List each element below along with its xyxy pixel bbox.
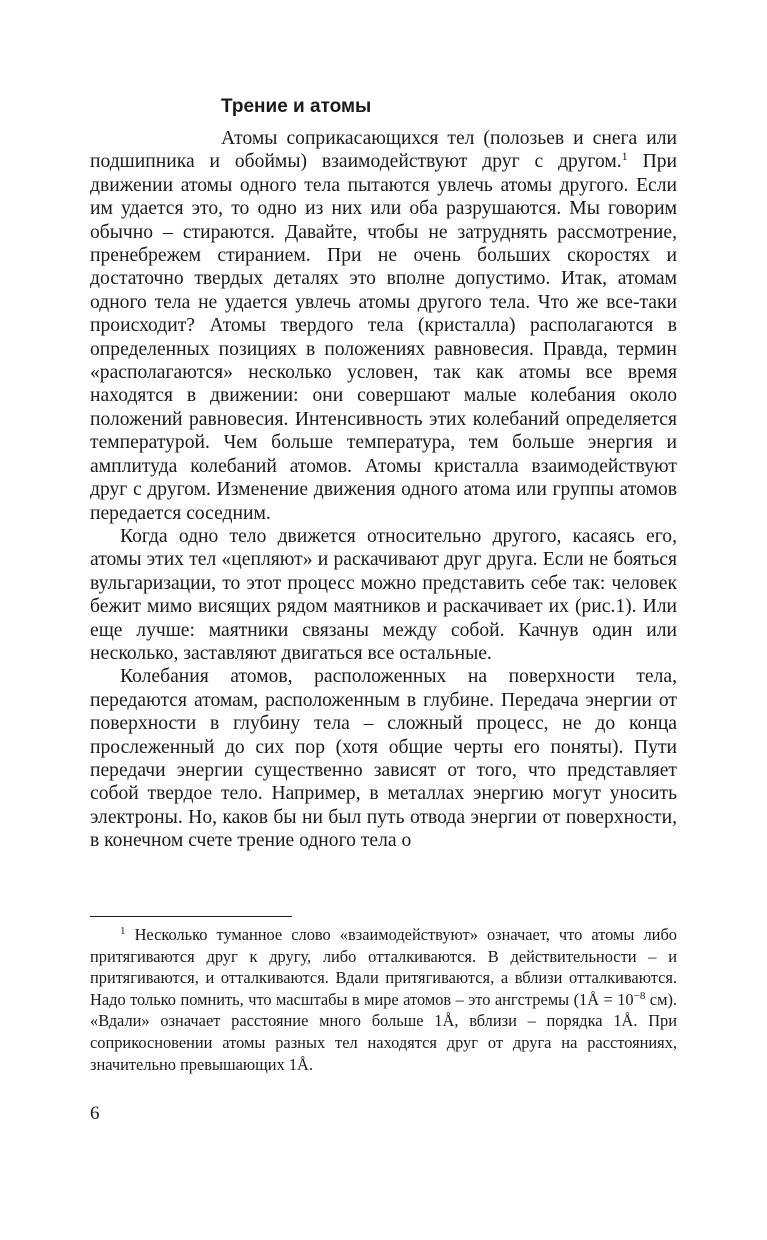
page-number: 6 <box>90 1103 100 1124</box>
footnote <box>90 924 677 1075</box>
footnote-text-part1: Несколько туманное слово «взаимодействуют» означает, что атомы либо притягиваются друг к другу, либо отталкиваются. В действительности – и притягиваются, и отталкиваются. Вдали притягиваются, а вблизи отталкиваются. Надо только помнить, что масштабы в мире атомов – это ангстремы ( <box>90 925 677 1009</box>
footnote-text-part2: ). «Вдали» означает расстояние много больше 1Å, вблизи – порядка 1Å. При соприкосновении атомы разных тел находятся друг от друга на расстояниях, значительно превышающих 1Å. <box>90 989 678 1074</box>
paragraph-1-text: Атомы соприкасающихся тел (полозьев и снега или подшипника и обоймы) взаимодействуют друг с другом. <box>90 128 677 173</box>
paragraph-1-continuation: При движении атомы одного тела пытаются увлечь атомы другого. Если им удается это, то одно из них или оба разрушаются. Мы говорим обычно – стираются. Давайте, чтобы не затруднять рассмотрение, пренебрежем стиранием. При не очень больших скоростях и достаточно твердых деталях это вполне допустимо. Итак, атомам одного тела не удается увлечь атомы другого тела. Что же все-таки происходит? Атомы твердого тела (кристалла) располагаются в определенных позициях в положениях равновесия. Правда, термин «располагаются» несколько условен, так как атомы все время находятся в движении: они совершают малые колебания около положений равновесия. Интенсивность этих колебаний определяется температурой. Чем больше температура, тем больше энергия и амплитуда колебаний атомов. Атомы кристалла взаимодействуют друг с другом. Изменение движения одного атома или группы атомов передается соседним. <box>90 151 677 524</box>
paragraph-1 <box>90 127 677 525</box>
footnote-mark: 1 <box>120 925 126 937</box>
page-body <box>90 96 677 853</box>
footnote-exponent: −8 <box>633 989 646 1002</box>
footnote-reference[interactable]: 1 <box>621 149 628 164</box>
section-heading: Трение и атомы <box>221 96 372 117</box>
footnote-divider <box>90 916 292 917</box>
footnote-formula: 1Å = 10 <box>579 989 634 1009</box>
paragraph-3: Колебания атомов, расположенных на поверхности тела, передаются атомам, расположенным в глубине. Передача энергии от поверхности в глубину тела – сложный процесс, не до конца прослеженный до сих пор (хотя общие черты его поняты). Пути передачи энергии существенно зависят от того, что представляет собой твердое тело. Например, в металлах энергию могут уносить электроны. Но, каков бы ни был путь отвода энергии от поверхности, в конечном счете трение одного тела о <box>90 666 677 852</box>
paragraph-2: Когда одно тело движется относительно другого, касаясь его, атомы этих тел «цепляют» и раскачивают друг друга. Если не бояться вульгаризации, то этот процесс можно представить себе так: человек бежит мимо висящих рядом маятников и раскачивает их (рис.1). Или еще лучше: маятники связаны между собой. Качнув один или несколько, заставляют двигаться все остальные. <box>90 525 677 664</box>
footnote-formula-unit: см <box>645 989 668 1009</box>
